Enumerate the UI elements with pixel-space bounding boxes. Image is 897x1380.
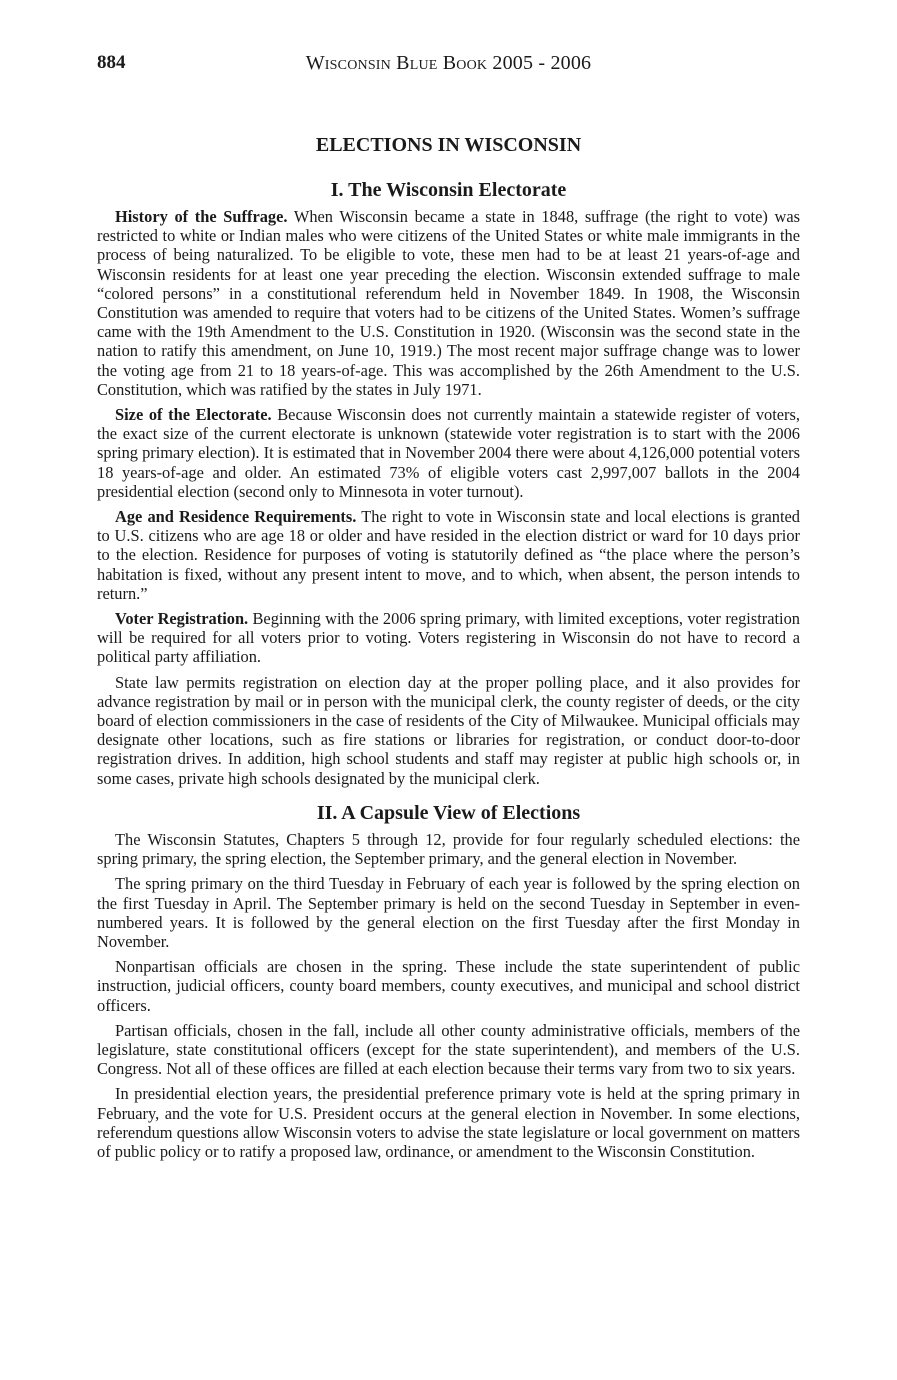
run-in-heading: Size of the Electorate. [115,405,272,425]
paragraph-spring-primary: The spring primary on the third Tuesday in February of each year is followed by the spring election on the first Tuesday in April. The September primary is held on the second Tuesday in September in even-numbered years. It is followed by the general election on the first Tuesday after the first Monday in November. [97,874,800,951]
run-in-heading: Age and Residence Requirements. [115,507,357,527]
paragraph-text: Beginning with the 2006 spring primary, with limited exceptions, voter registration will be required for all voters prior to voting. Voters registering in Wisconsin do not have to record a political party affiliation. [97,609,800,667]
paragraph-partisan: Partisan officials, chosen in the fall, include all other county administrative officials, members of the legislature, state constitutional officers (except for the state superintendent), and members of the U.S. Congress. Not all of these offices are filled at each election because their terms vary from two to six years. [97,1020,800,1079]
paragraph-age-residence [97,507,800,603]
paragraph-presidential: In presidential election years, the presidential preference primary vote is held at the spring primary in February, and the vote for U.S. President occurs at the general election in November. In some elections, referendum questions allow Wisconsin voters to advise the state legislature or local government on matters of public policy or to ratify a proposed law, ordinance, or amendment to the Wisconsin Constitution. [97,1084,800,1161]
paragraph-text: Because Wisconsin does not currently maintain a statewide register of voters, the exact size of the current electorate is unknown (statewide voter registration is to start with the 2006 spring primary election). It is estimated that in November 2004 there were about 4,126,000 potential voters 18 years-of-age and older. An estimated 73% of eligible voters cast 2,997,007 ballots in the 2004 presidential election (second only to Minnesota in voter turnout). [97,405,800,501]
page-content [97,130,800,1167]
run-in-heading: Voter Registration. [115,609,249,629]
paragraph-history-of-suffrage [97,207,800,399]
paragraph-nonpartisan: Nonpartisan officials are chosen in the spring. These include the state superintendent of public instruction, judicial officers, county board members, county executives, and municipal and school district officers. [97,957,800,1015]
run-in-heading: History of the Suffrage. [115,207,288,226]
section-heading-capsule-view: II. A Capsule View of Elections [316,801,581,824]
paragraph-size-of-electorate [97,405,800,501]
paragraph-voter-registration [97,609,800,667]
running-head [97,52,800,78]
page-number: 884 [97,52,126,73]
section-heading-electorate: I. The Wisconsin Electorate [330,179,567,201]
paragraph-state-law: State law permits registration on election day at the proper polling place, and it also provides for advance registration by mail or in person with the municipal clerk, the county register of deeds, or the city board of election commissioners in the case of residents of the City of Milwaukee. Municipal officials may designate other locations, such as fire stations or libraries for registration, or conduct door-to-door registration drives. In addition, high school students and staff may register at public high schools or, in some cases, private high schools designated by the municipal clerk. [97,672,800,788]
book-title: Wisconsin Blue Book 2005 - 2006 [305,52,592,74]
paragraph-text: The right to vote in Wisconsin state and local elections is granted to U.S. citizens who are age 18 or older and have resided in the election district or ward for 10 days prior to the election. Residence for purposes of voting is statutorily defined as “the place where the person’s habitation is fixed, without any present intent to move, and to which, when absent, the person intends to return.” [97,507,800,603]
paragraph-statutes: The Wisconsin Statutes, Chapters 5 through 12, provide for four regularly scheduled elections: the spring primary, the spring election, the September primary, and the general election in November. [97,829,800,869]
chapter-title: ELECTIONS IN WISCONSIN [315,134,582,156]
paragraph-text: When Wisconsin became a state in 1848, suffrage (the right to vote) was restricted to white or Indian males who were citizens of the United States or white male immigrants in the process of being naturalized. To be eligible to vote, these men had to be at least 21 years-of-age and Wisconsin residents for at least one year preceding the election. Wisconsin extended suffrage to male “colored persons” in a constitutional referendum held in November 1849. In 1908, the Wisconsin Constitution was amended to require that voters had to be citizens of the United States. Women’s suffrage came with the 19th Amendment to the U.S. Constitution in 1920. (Wisconsin was the second state in the nation to ratify this amendment, on June 10, 1919.) The most recent major suffrage change was to lower the voting age from 21 to 18 years-of-age. This was accomplished by the 26th Amendment to the U.S. Constitution, which was ratified by the states in July 1971. [97,207,800,399]
